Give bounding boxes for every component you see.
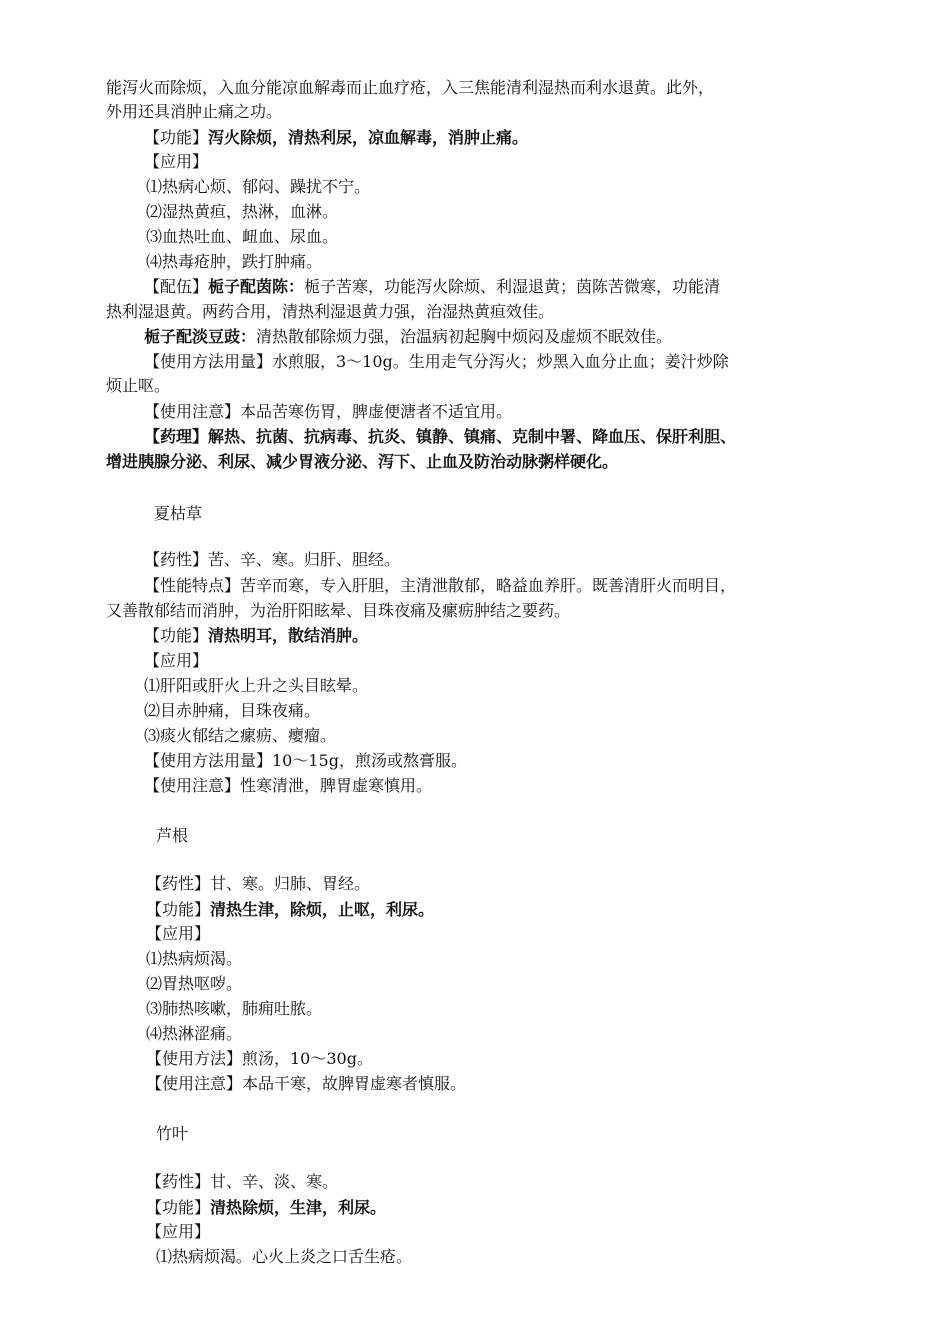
gardenia-intro-line-1: 能泻火而除烦，入血分能凉血解毒而止血疗疮，入三焦能清利湿热而利水退黄。此外， [106,78,715,97]
xiakucao-application-3: ⑶痰火郁结之瘰疬、瘿瘤。 [144,726,337,745]
xiakucao-application-label: 【应用】 [144,651,209,670]
pharm-label: 【药理】 [144,427,209,446]
pairing-1-bold: 栀子配茵陈： [208,277,305,296]
gardenia-application-3: ⑶血热吐血、衄血、尿血。 [146,227,339,246]
gardenia-pairing-1-cont: 热利湿退黄。两药合用，清热利湿退黄力强，治湿热黄疸效佳。 [106,302,555,321]
function-text: 泻火除烦，清热利尿，凉血解毒，消肿止痛。 [208,128,529,147]
pairing-1-text: 栀子苦寒，功能泻火除烦、利湿退黄；茵陈苦微寒，功能清 [304,277,721,296]
pairing-2-bold: 栀子配淡豆豉： [144,327,257,346]
function-label: 【功能】 [144,626,209,645]
lugen-application-1: ⑴热病烦渴。 [146,949,243,968]
xiakucao-title: 夏枯草 [154,504,203,523]
pairing-label: 【配伍】 [144,277,209,296]
function-label: 【功能】 [144,128,209,147]
zhuye-application-1: ⑴热病烦渴。心火上炎之口舌生疮。 [156,1247,413,1266]
xiakucao-usage: 【使用方法用量】10～15g，煎汤或熬膏服。 [144,751,467,770]
xiakucao-nature: 【药性】苦、辛、寒。归肝、胆经。 [144,550,401,569]
gardenia-function [144,126,528,150]
lugen-application-label: 【应用】 [146,924,211,943]
lugen-function [146,898,434,922]
pairing-2-text: 清热散郁除烦力强，治温病初起胸中烦闷及虚烦不眠效佳。 [256,327,673,346]
zhuye-title: 竹叶 [156,1124,189,1143]
gardenia-pairing-2 [144,325,672,349]
lugen-title: 芦根 [156,826,189,845]
gardenia-intro-line-2: 外用还具消肿止痛之功。 [106,102,283,121]
xiakucao-caution: 【使用注意】性寒清泄，脾胃虚寒慎用。 [144,776,433,795]
gardenia-application-2: ⑵湿热黄疸，热淋，血淋。 [146,202,339,221]
function-text: 清热明耳，散结消肿。 [208,626,369,645]
xiakucao-features-line-1: 【性能特点】苦辛而寒，专入肝胆，主清泄散郁，略益血养肝。既善清肝火而明目， [144,576,737,595]
function-label: 【功能】 [146,1198,211,1217]
lugen-application-2: ⑵胃热呕哕。 [146,974,243,993]
xiakucao-features-line-2: 又善散郁结而消肿，为治肝阳眩晕、目珠夜痛及瘰疬肿结之要药。 [106,601,571,620]
gardenia-pharmacology-cont: 增进胰腺分泌、利尿、减少胃液分泌、泻下、止血及防治动脉粥样硬化。 [106,452,619,471]
xiakucao-application-2: ⑵目赤肿痛，目珠夜痛。 [144,701,321,720]
gardenia-application-label: 【应用】 [144,152,209,171]
gardenia-application-4: ⑷热毒疮肿，跌打肿痛。 [146,252,323,271]
gardenia-usage-line-1: 【使用方法用量】水煎服，3～10g。生用走气分泻火；炒黑入血分止血；姜汁炒除 [144,352,729,371]
zhuye-function [146,1196,386,1220]
gardenia-pharmacology [144,425,736,449]
gardenia-application-1: ⑴热病心烦、郁闷、躁扰不宁。 [146,177,371,196]
xiakucao-function [144,624,368,648]
pharm-text-1: 解热、抗菌、抗病毒、抗炎、镇静、镇痛、克制中署、降血压、保肝利胆、 [208,427,737,446]
zhuye-nature: 【药性】甘、辛、淡、寒。 [146,1172,339,1191]
gardenia-caution: 【使用注意】本品苦寒伤胃，脾虚便溏者不适宜用。 [144,402,513,421]
zhuye-application-label: 【应用】 [146,1222,211,1241]
lugen-caution: 【使用注意】本品干寒，故脾胃虚寒者慎服。 [146,1074,467,1093]
xiakucao-application-1: ⑴肝阳或肝火上升之头目眩晕。 [144,676,369,695]
function-text: 清热除烦，生津，利尿。 [210,1198,387,1217]
function-label: 【功能】 [146,900,211,919]
lugen-application-3: ⑶肺热咳嗽，肺痈吐脓。 [146,999,323,1018]
gardenia-usage-line-2: 烦止呕。 [106,376,171,395]
function-text: 清热生津，除烦，止呕，利尿。 [210,900,435,919]
lugen-application-4: ⑷热淋涩痛。 [146,1024,243,1043]
gardenia-pairing-1 [144,275,720,299]
lugen-nature: 【药性】甘、寒。归肺、胃经。 [146,874,371,893]
lugen-usage: 【使用方法】煎汤，10～30g。 [146,1049,373,1068]
